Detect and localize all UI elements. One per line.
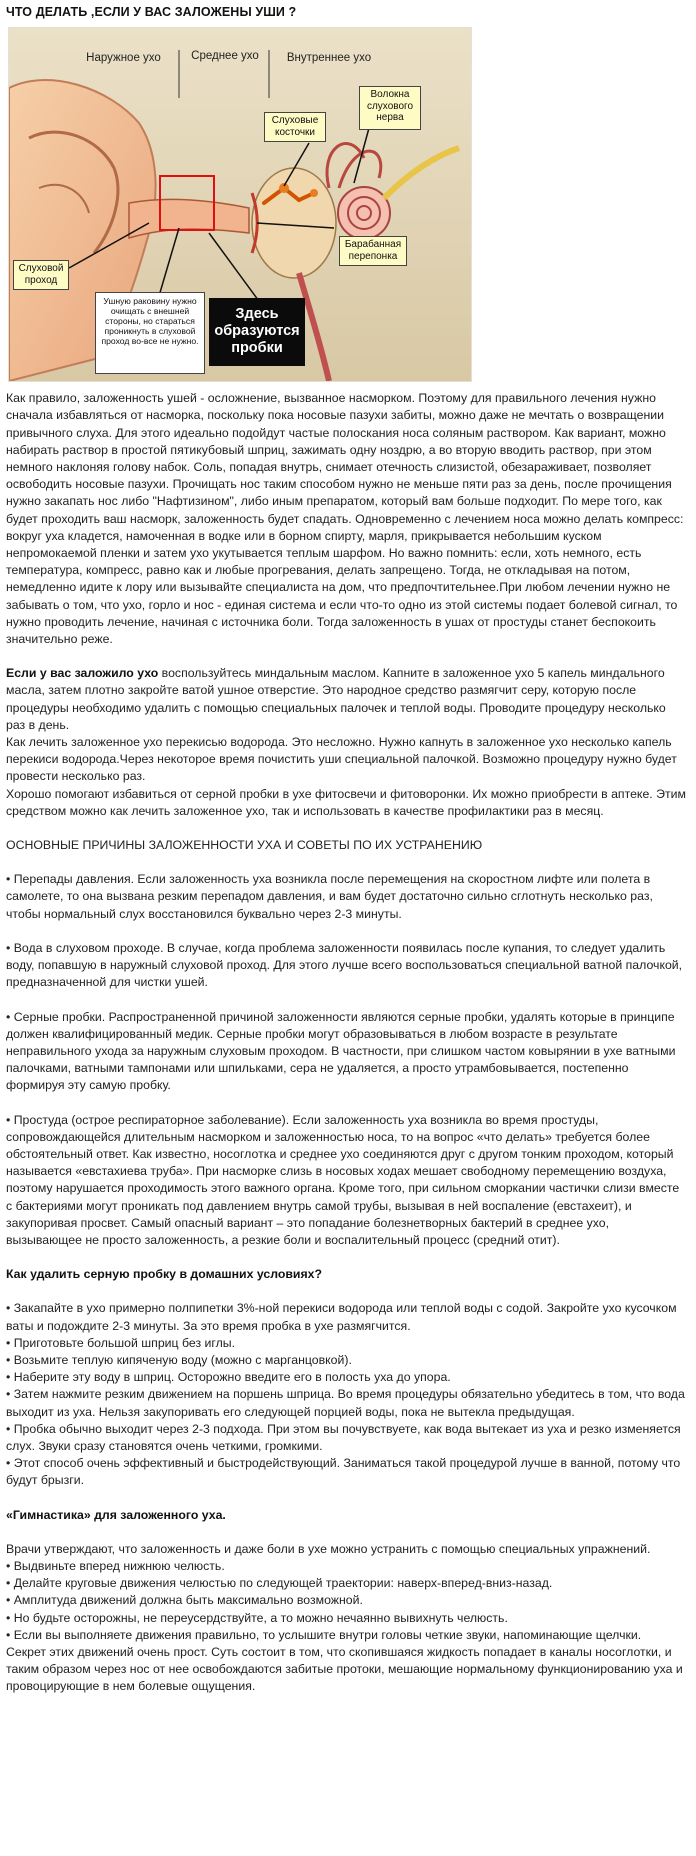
causes-heading: ОСНОВНЫЕ ПРИЧИНЫ ЗАЛОЖЕННОСТИ УХА И СОВЕТЫ ПО ИХ УСТРАНЕНИЮ [6,838,483,853]
removal-step: • Возьмите теплую кипяченую воду (можно с марганцовкой). [6,1352,352,1367]
gym-step: • Выдвиньте вперед нижнюю челюсть. [6,1558,225,1573]
label-ear-canal: Слуховой проход [13,260,69,290]
removal-step: • Наберите эту воду в шприц. Осторожно введите его в полость уха до упора. [6,1370,451,1385]
label-ossicles: Слуховые косточки [264,112,326,142]
label-plugs-here: Здесь образуются пробки [209,298,305,366]
gym-step: • Амплитуда движений должна быть максимально возможной. [6,1593,363,1608]
removal-step: • Закапайте в ухо примерно полпипетки 3%-ной перекиси водорода или теплой воды с содой. Закройте ухо кусочком ваты и подождите 2-3 минуты. За это время пробка в ухе размягчится. [6,1301,677,1333]
gym-step: • Делайте круговые движения челюстью по следующей траектории: наверх-вперед-вниз-назад. [6,1576,553,1591]
article-title: ЧТО ДЕЛАТЬ ,ЕСЛИ У ВАС ЗАЛОЖЕНЫ УШИ ? [6,5,297,19]
intro-paragraph: Как правило, заложенность ушей - осложнение, вызванное насморком. Поэтому для правильного лечения нужно сначала избавляться от насморка, поскольку пока носовые пазухи забиты, можно даже не мечтать о возвращении привычного слуха. Для этого идеально подойдут частые полоскания носа соляным раствором. Как вариант, можно набирать раствор в простой пятикубовый шприц, зажимать одну ноздрю, а во вторую вводить раствор, при этом немного наклоняя голову набок. Соль, попадая внутрь, снимает отечность слизистой, обезараживает, позволяет освободить носовые пазухи. Прочищать нос таким способом нужно не меньше пяти раз за день, после прочищения нужно закапать нос либо "Нафтизином", либо иным препаратом, который вам больше подходит. По мере того, как будет проходить ваш насморк, заложенность будет спадать. Одновременно с лечением носа можно делать компресс: вокруг уха кладется, намоченная в водке или в борном спирту, марля, прикрывается небольшим куском непромокаемой пленки и затем ухо укутывается теплым шарфом. Но важно помнить: если, хоть немного, есть температура, компресс, равно как и любые прогревания, делать запрещено. Тогда, не откладывая на потом, немедленно идите к лору или вызывайте специалиста на дом, что предпочтительнее.При любом лечении нужно не забывать о том, что ухо, горло и нос - единая система и если что-то одно из этой системы подает болевой сигнал, то нужно проводить лечение, начиная с источника боли. Тогда заложенность в ушах от простуды станет беспокоить значительно реже. [6,391,684,647]
cause-pressure: • Перепады давления. Если заложенность уха возникла после перемещения на скоростном лифте или полета в самолете, то она вызвана резким перепадом давления, и вам будет достаточно сильно сглотнуть несколько раз, чтобы нормальный слух восстановился буквально через 2-3 минуты. [6,872,653,921]
removal-step: • Пробка обычно выходит через 2-3 подхода. При этом вы почувствуете, как вода вытекает из уха и резко изменяется слух. Звуки сразу становятся очень четкими, громкими. [6,1421,681,1453]
cause-cold: • Простуда (острое респираторное заболевание). Если заложенность уха возникла во время простуды, сопровождающейся длительным насморком и заложенностью носа, то на вопрос «что делать» требуется более обстоятельный ответ. Как известно, носоглотка и среднее ухо соединяются друг с другом тонким проходом, который называется «евстахиева труба». При насморке слизь в носовых ходах мешает свободному перемещению воздуха, поэтому нарушается проходимость этого важного органа. Кроме того, при сильном сморкании частички слизи вместе с бактериями могут проникать под давлением внутрь самой трубы, вызывая в ней воспаление (евстахеит), и закупоривая просвет. Самый опасный вариант – это попадание болезнетворных бактерий в среднее ухо, вызывающее не просто заложенность, а резкие боли и воспалительный процесс (средний отит). [6,1112,680,1247]
label-outer-ear: Наружное ухо [86,52,161,65]
oil-text: воспользуйтесь миндальным маслом. Капните в заложенное ухо 5 капель миндального масла, затем плотно закройте ватой ушное отверстие. Это народное средство размягчит серу, которую после процедуры необходимо удалить с помощью специальных палочек и теплой воды. Проводите процедуру несколько раз в день. [6,666,666,732]
peroxide-paragraph: Как лечить заложенное ухо перекисью водорода. Это несложно. Нужно капнуть в заложенное ухо несколько капель перекиси водорода.Через некоторое время почистить уши специальной палочкой. Возможно процедуру нужно будет провести несколько раз. [6,735,677,784]
gym-heading: «Гимнастика» для заложенного уха. [6,1507,226,1522]
removal-step: • Этот способ очень эффективный и быстродействующий. Заниматься такой процедурой лучше в ванной, потому что будут брызги. [6,1456,681,1488]
oil-paragraph [6,665,688,734]
removal-step: • Приготовьте большой шприц без иглы. [6,1335,236,1350]
removal-step: • Затем нажмите резким движением на поршень шприца. Во время процедуры обязательно убедитесь в том, что вода выходит из уха. Нельзя закупоривать его следующей порцией воды, пока не вытекла предыдущая. [6,1387,685,1419]
label-cleaning-note: Ушную раковину нужно очищать с внешней стороны, но стараться проникнуть в слуховой проход во-все не нужно. [95,292,205,374]
oil-bold-lead: Если у вас заложило ухо [6,666,159,681]
removal-heading: Как удалить серную пробку в домашних условиях? [6,1267,323,1282]
gym-step: • Если вы выполняете движения правильно, то услышите внутри головы четкие звуки, напоминающие щелчки. [6,1627,642,1642]
label-middle-ear: Среднее ухо [191,50,259,63]
cause-wax-plugs: • Серные пробки. Распространенной причиной заложенности являются серные пробки, удалять которые в принципе должен квалифицированный медик. Серные пробки могут образовываться в любом возрасте в результате неправильного ухода за наружным слуховым проходом. В частности, при слишком частом ковырянии в ухе ватными палочками, ватными тампонами или шпильками, сера не удаляется, а просто утрамбовывается, постепенно формируя эту самую пробку. [6,1009,676,1093]
gym-step: • Но будьте осторожны, не переусердствуйте, а то можно нечаянно вывихнуть челюсть. [6,1610,508,1625]
ear-anatomy-diagram [8,27,472,382]
cause-water: • Вода в слуховом проходе. В случае, когда проблема заложенности появилась после купания, то следует удалить воду, попавшую в наружный слуховой проход. Для этого лучше всего воспользоваться специальной ватной палочкой, предназначенной для чистки ушей. [6,940,683,990]
gym-outro: Секрет этих движений очень прост. Суть состоит в том, что скопившаяся жидкость попадает в каналы носоглотки, и таким образом через нос от нее освобождаются забитые протоки, мешающие нормальному функционированию уха и провоцирующие в нем болевые ощущения. [6,1645,683,1694]
gym-intro: Врачи утверждают, что заложенность и даже боли в ухе можно устранить с помощью специальных упражнений. [6,1541,651,1556]
label-inner-ear: Внутреннее ухо [286,52,372,65]
label-auditory-nerve: Волокна слухового нерва [359,86,421,130]
candles-paragraph: Хорошо помогают избавиться от серной пробки в ухе фитосвечи и фитоворонки. Их можно приобрести в аптеке. Этим средством можно как лечить заложенное ухо, так и использовать в качестве профилактики раз в месяц. [6,786,686,818]
label-eardrum: Барабанная перепонка [339,236,407,266]
